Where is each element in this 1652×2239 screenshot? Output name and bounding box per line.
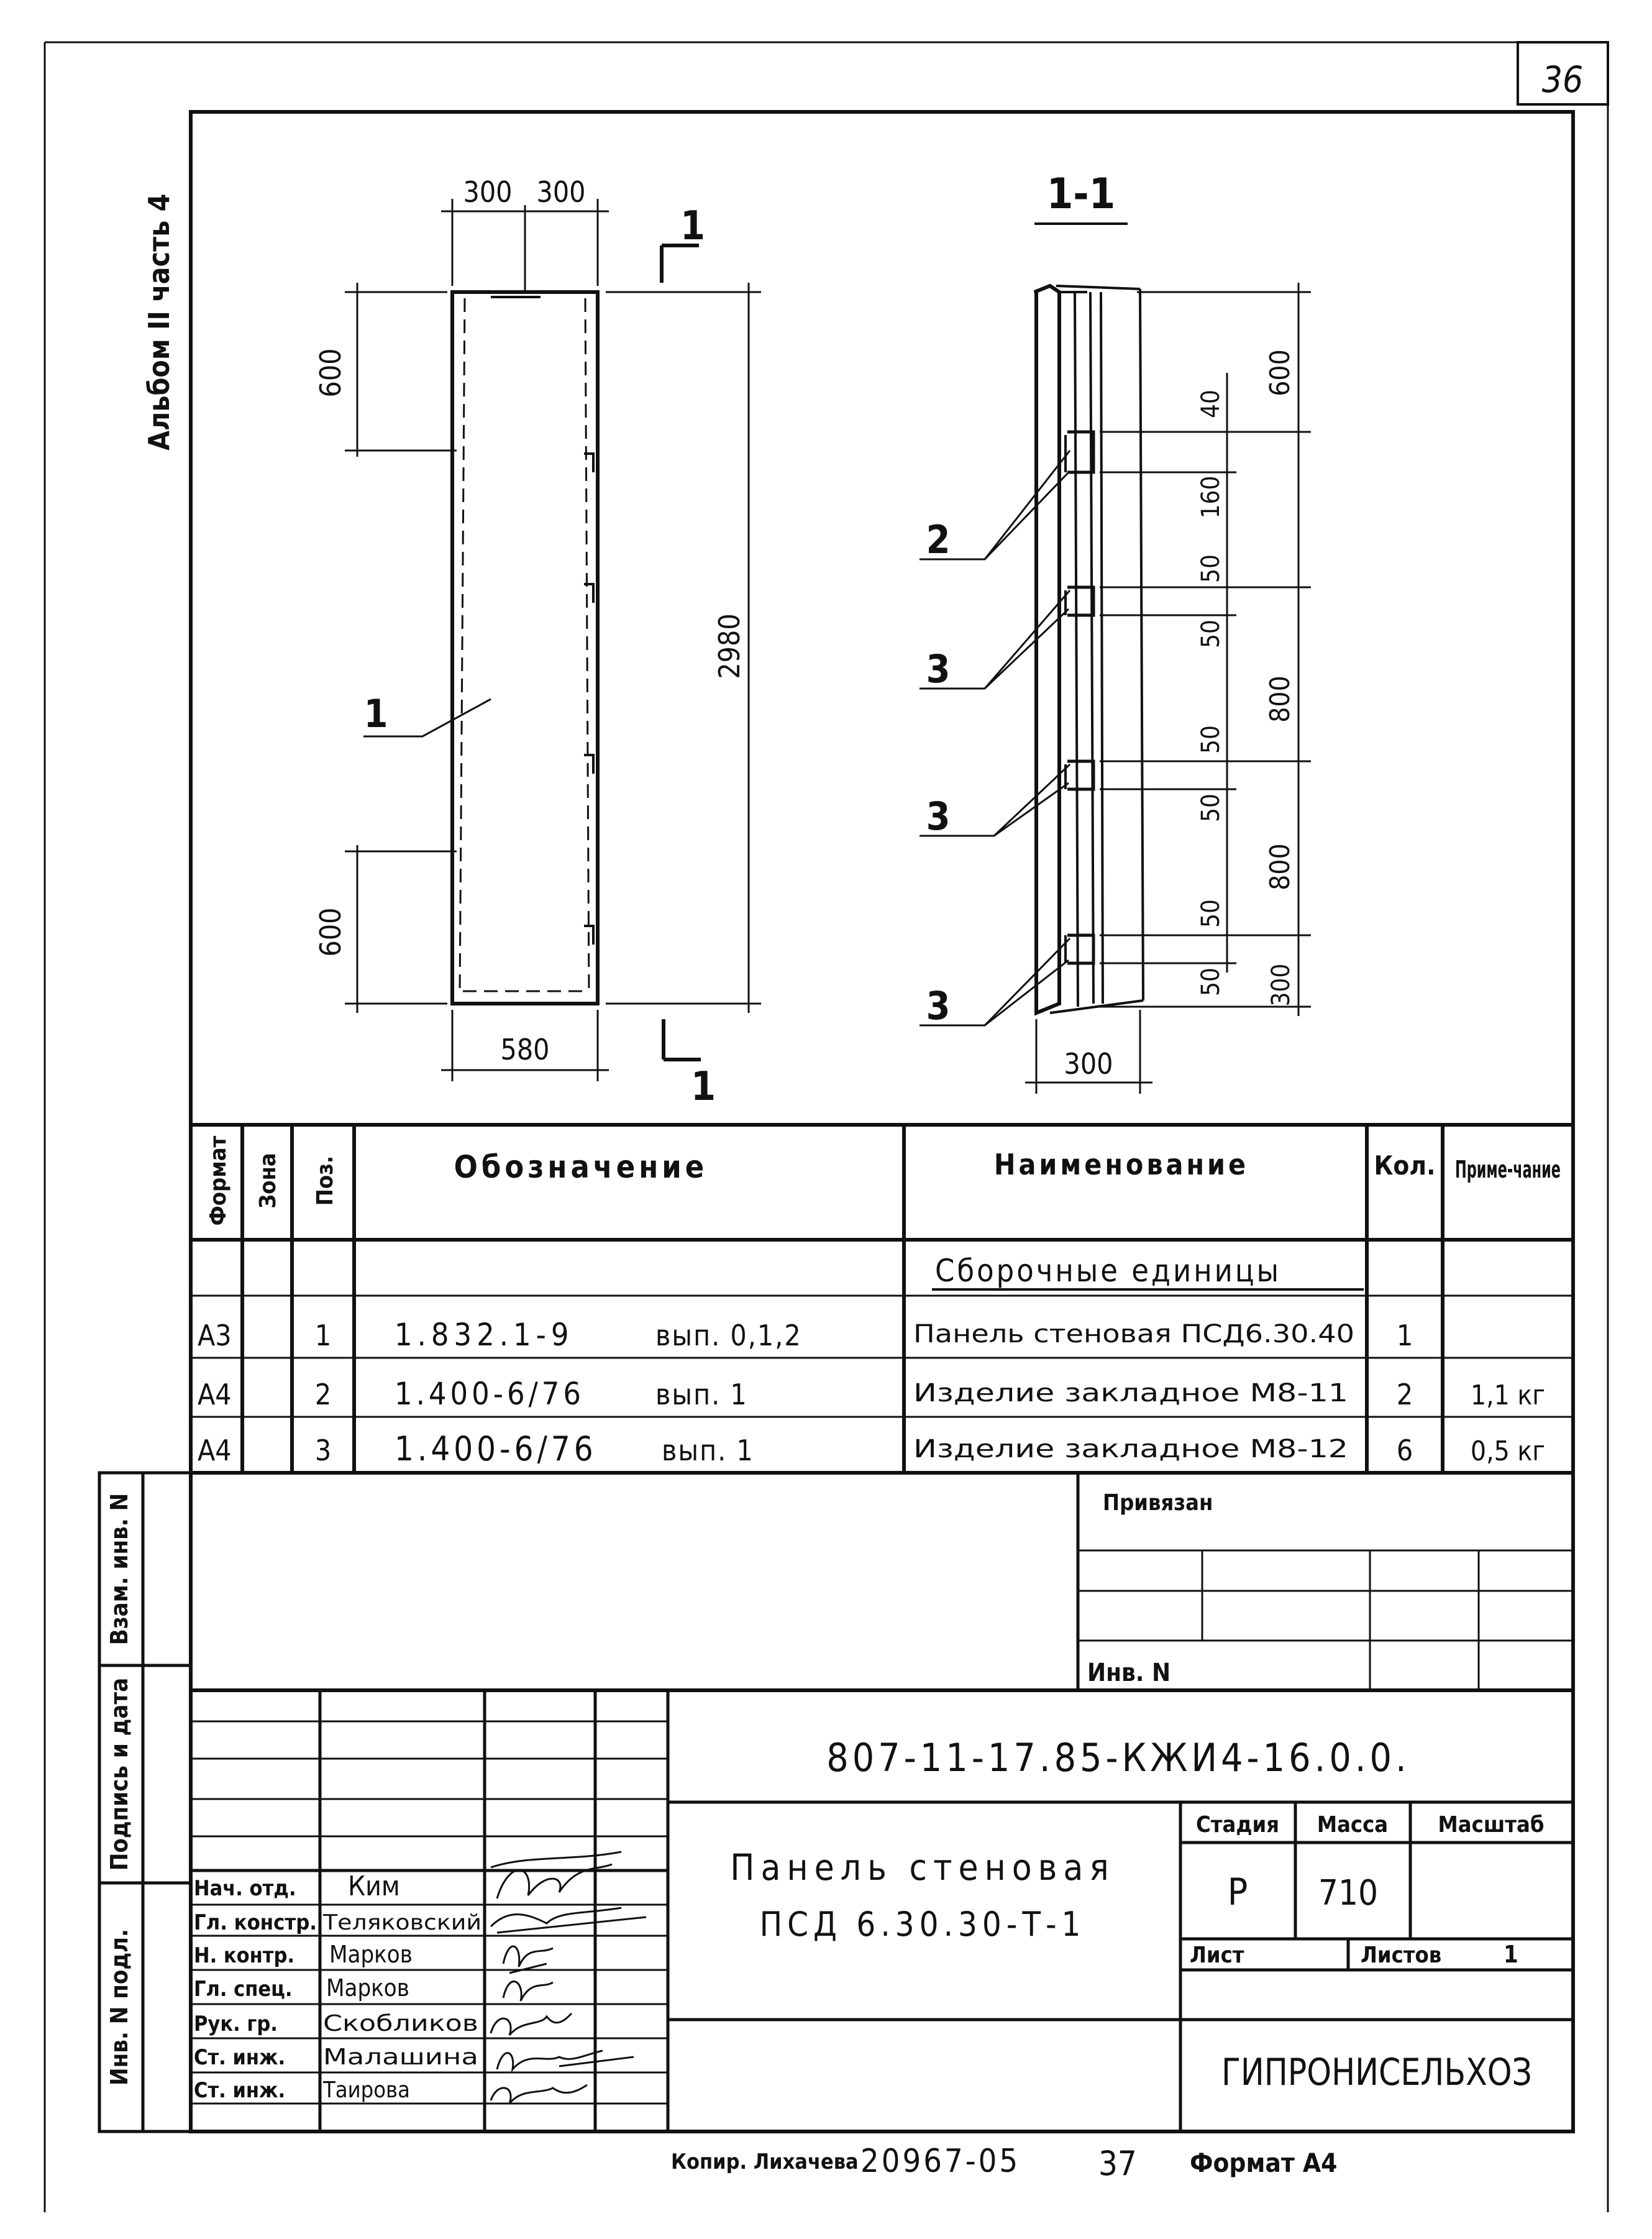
sig-role-6: Ст. инж. (194, 2045, 286, 2070)
sig-name-6: Малашина (323, 2044, 478, 2070)
section-dim-50f: 50 (1197, 968, 1225, 996)
section-dim-300: 300 (1267, 963, 1295, 1007)
header-note: Приме-чание (1455, 1156, 1561, 1183)
row-1-designation: 1.832.1-9 (395, 1317, 574, 1353)
row-1-pos: 1 (314, 1319, 332, 1352)
sig-role-5: Рук. гр. (194, 2012, 278, 2036)
callout-3a: 3 (926, 646, 951, 692)
section-dim-50d: 50 (1197, 794, 1225, 822)
sheet-number: 36 (1541, 58, 1584, 101)
header-format: Формат (206, 1135, 231, 1226)
row-3-issue: вып. 1 (662, 1434, 754, 1467)
header-name: Наименование (993, 1148, 1249, 1181)
row-3-note: 0,5 кг (1470, 1435, 1546, 1467)
mass-label: Масса (1317, 1812, 1389, 1838)
sheets-value: 1 (1504, 1941, 1518, 1968)
row-1-issue: вып. 0,1,2 (655, 1319, 802, 1352)
footer-format: Формат А4 (1190, 2148, 1338, 2178)
stage-label: Стадия (1195, 1812, 1280, 1838)
row-1-name: Панель стеновая ПСД6.30.40 (913, 1320, 1354, 1348)
sig-name-7: Таирова (323, 2077, 410, 2103)
sheets-label: Листов (1361, 1943, 1442, 1968)
scale-label: Масштаб (1438, 1812, 1545, 1838)
sig-role-3: Н. контр. (194, 1943, 295, 1968)
row-1-format: А3 (198, 1319, 232, 1352)
section-title: 1-1 (1046, 170, 1116, 219)
row-3-pos: 3 (314, 1434, 332, 1467)
title-line-2: ПСД 6.30.30-Т-1 (759, 1905, 1086, 1944)
row-2-note: 1,1 кг (1470, 1380, 1546, 1411)
row-1-qty: 1 (1396, 1319, 1413, 1352)
front-dim-upper: 600 (314, 348, 347, 398)
section-dim-160: 160 (1197, 475, 1225, 519)
sig-name-4: Марков (326, 1974, 409, 2002)
header-zone: Зона (255, 1153, 281, 1209)
doc-code: 807-11-17.85-КЖИ4-16.0.0. (826, 1735, 1410, 1780)
row-2-pos: 2 (314, 1378, 332, 1411)
sig-name-1: Ким (348, 1870, 400, 1902)
section-dim-50a: 50 (1197, 554, 1225, 583)
front-dim-top-left: 300 (463, 175, 513, 209)
section-dim-50b: 50 (1197, 620, 1225, 648)
sig-name-5: Скобликов (323, 2011, 478, 2036)
callout-2: 2 (926, 517, 951, 562)
row-3-qty: 6 (1396, 1434, 1413, 1467)
stage-value: Р (1227, 1870, 1248, 1914)
section-dim-50c: 50 (1197, 725, 1225, 754)
sig-role-7: Ст. инж. (194, 2078, 286, 2103)
stamp-replaced-inv: Взам. инв. N (106, 1493, 133, 1646)
binding-title: Привязан (1103, 1490, 1213, 1516)
section-dim-800a: 800 (1264, 675, 1296, 723)
section-dim-width: 300 (1064, 1047, 1113, 1081)
sig-name-3: Марков (329, 1941, 413, 1968)
album-label: Альбом II часть 4 (142, 193, 176, 451)
row-3-name: Изделие закладное М8-12 (913, 1435, 1348, 1463)
callout-1: 1 (363, 691, 388, 736)
row-3-format: А4 (198, 1434, 232, 1467)
front-dim-top-right: 300 (536, 175, 586, 209)
header-pos: Поз. (313, 1155, 338, 1206)
sig-role-1: Нач. отд. (194, 1876, 296, 1901)
row-3-designation: 1.400-6/76 (395, 1429, 597, 1468)
row-2-qty: 2 (1396, 1378, 1413, 1411)
callout-3b: 3 (926, 794, 951, 839)
front-dim-height: 2980 (713, 613, 746, 679)
footer-copy: Копир. Лихачева (671, 2150, 859, 2174)
section-dim-40: 40 (1197, 390, 1225, 418)
row-2-format: А4 (198, 1378, 232, 1411)
organization: ГИПРОНИСЕЛЬХОЗ (1221, 2051, 1532, 2094)
section-cut-mark-top: 1 (680, 203, 706, 249)
front-dim-lower: 600 (314, 907, 347, 957)
row-2-name: Изделие закладное М8-11 (913, 1379, 1348, 1408)
section-dim-800b: 800 (1264, 843, 1296, 891)
section-dim-600: 600 (1264, 349, 1296, 396)
mass-value: 710 (1318, 1873, 1379, 1913)
row-2-issue: вып. 1 (655, 1378, 748, 1411)
header-designation: Обозначение (454, 1149, 708, 1185)
stamp-original-inv: Инв. N подл. (106, 1928, 133, 2086)
sig-name-2: Теляковский (322, 1910, 481, 1935)
stamp-signature-date: Подпись и дата (106, 1677, 133, 1871)
footer-page: 37 (1098, 2144, 1137, 2183)
sheet-label: Лист (1190, 1943, 1244, 1968)
header-qty: Кол. (1374, 1150, 1436, 1181)
sig-role-2: Гл. констр. (194, 1910, 317, 1935)
callout-3c: 3 (926, 983, 951, 1028)
title-line-1: Панель стеновая (730, 1846, 1115, 1889)
section-cut-mark-bottom: 1 (690, 1064, 716, 1110)
section-assembly-units: Сборочные единицы (935, 1253, 1282, 1289)
front-dim-width: 580 (500, 1033, 550, 1066)
footer-order: 20967-05 (860, 2143, 1021, 2180)
sig-role-4: Гл. спец. (194, 1977, 293, 2002)
section-dim-50e: 50 (1197, 899, 1225, 928)
binding-inv: Инв. N (1087, 1659, 1171, 1687)
row-2-designation: 1.400-6/76 (395, 1376, 585, 1412)
